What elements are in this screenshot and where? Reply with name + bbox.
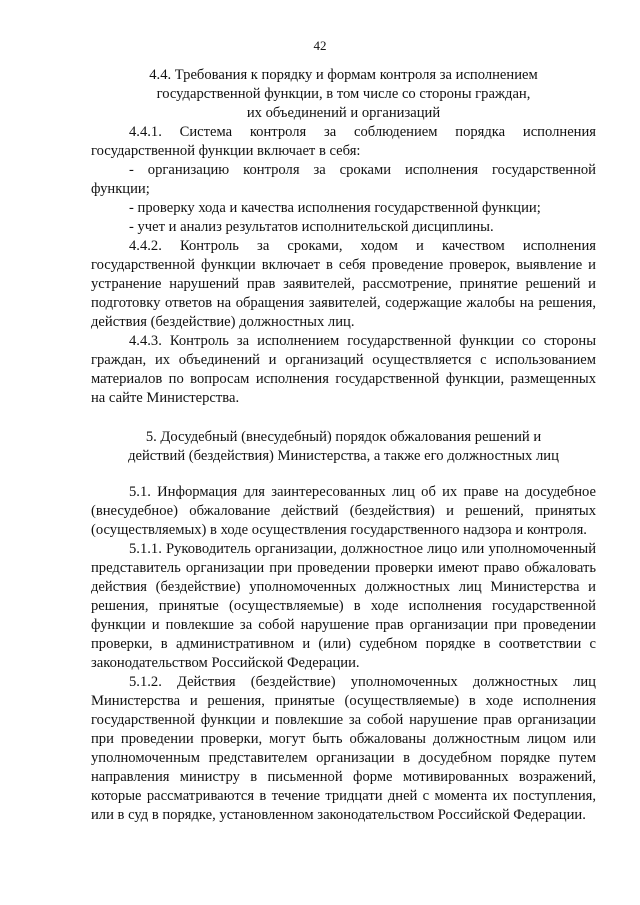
heading-line: государственной функции, в том числе со стороны граждан, xyxy=(156,86,531,102)
list-item: - проверку хода и качества исполнения государственной функции; xyxy=(129,200,541,216)
heading-line: 4.4. Требования к порядку и формам контроля за исполнением xyxy=(149,67,538,83)
section-4-4-heading xyxy=(91,66,596,123)
heading-line: действий (бездействия) Министерства, а также его должностных лиц xyxy=(128,448,559,464)
paragraph-5-1-2: 5.1.2. Действия (бездействие) уполномоченных должностных лиц Министерства и решения, принятые (осуществляемые) в ходе исполнения государственной функции и повлекшие за собой нарушение прав организации при проведении проверки, могут быть обжалованы должностным лицом или уполномоченным представителем организации в досудебном порядке путем направления министру в письменной форме мотивированных возражений, которые рассматриваются в течение тридцати дней с момента их поступления, или в суд в порядке, установленном законодательством Российской Федерации. xyxy=(91,674,596,823)
page-number: 42 xyxy=(313,38,327,53)
paragraph-4-4-1: 4.4.1. Система контроля за соблюдением порядка исполнения государственной функции включает в себя: xyxy=(91,124,596,159)
paragraph-4-4-3: 4.4.3. Контроль за исполнением государственной функции со стороны граждан, их объединений и организаций осуществляется с использованием материалов по вопросам исполнения государственной функции, размещенных на сайте Министерства. xyxy=(91,333,596,406)
heading-line: 5. Досудебный (внесудебный) порядок обжалования решений и xyxy=(145,429,542,445)
paragraph-4-4-2: 4.4.2. Контроль за сроками, ходом и качеством исполнения государственной функции включает в себя проведение проверок, выявление и устранение нарушений прав заявителей, рассмотрение, принятие решений и подготовку ответов на обращения заявителей, содержащие жалобы на решения, действия (бездействие) должностных лиц. xyxy=(91,238,596,330)
document-body xyxy=(91,66,596,825)
list-item: - учет и анализ результатов исполнительской дисциплины. xyxy=(129,219,494,235)
list-item: - организацию контроля за сроками исполнения государственной функции; xyxy=(91,162,596,197)
paragraph-5-1: 5.1. Информация для заинтересованных лиц об их праве на досудебное (внесудебное) обжалование действий (бездействия) и решений, принятых (осуществляемых) в ходе осуществления государственного надзора и контроля. xyxy=(91,484,596,538)
section-5-heading xyxy=(91,428,596,466)
spacer xyxy=(91,408,596,428)
spacer xyxy=(91,466,596,483)
paragraph-5-1-1: 5.1.1. Руководитель организации, должностное лицо или уполномоченный представитель организации при проведении проверки имеют право обжаловать действия (бездействие) уполномоченных должностных лиц Министерства и решения, принятые (осуществляемые) в ходе исполнения государственной функции и повлекшие за собой нарушение прав организации при проведении проверки, в административном и (или) судебном порядке в соответствии с законодательством Российской Федерации. xyxy=(91,541,596,671)
heading-line: их объединений и организаций xyxy=(246,105,441,121)
